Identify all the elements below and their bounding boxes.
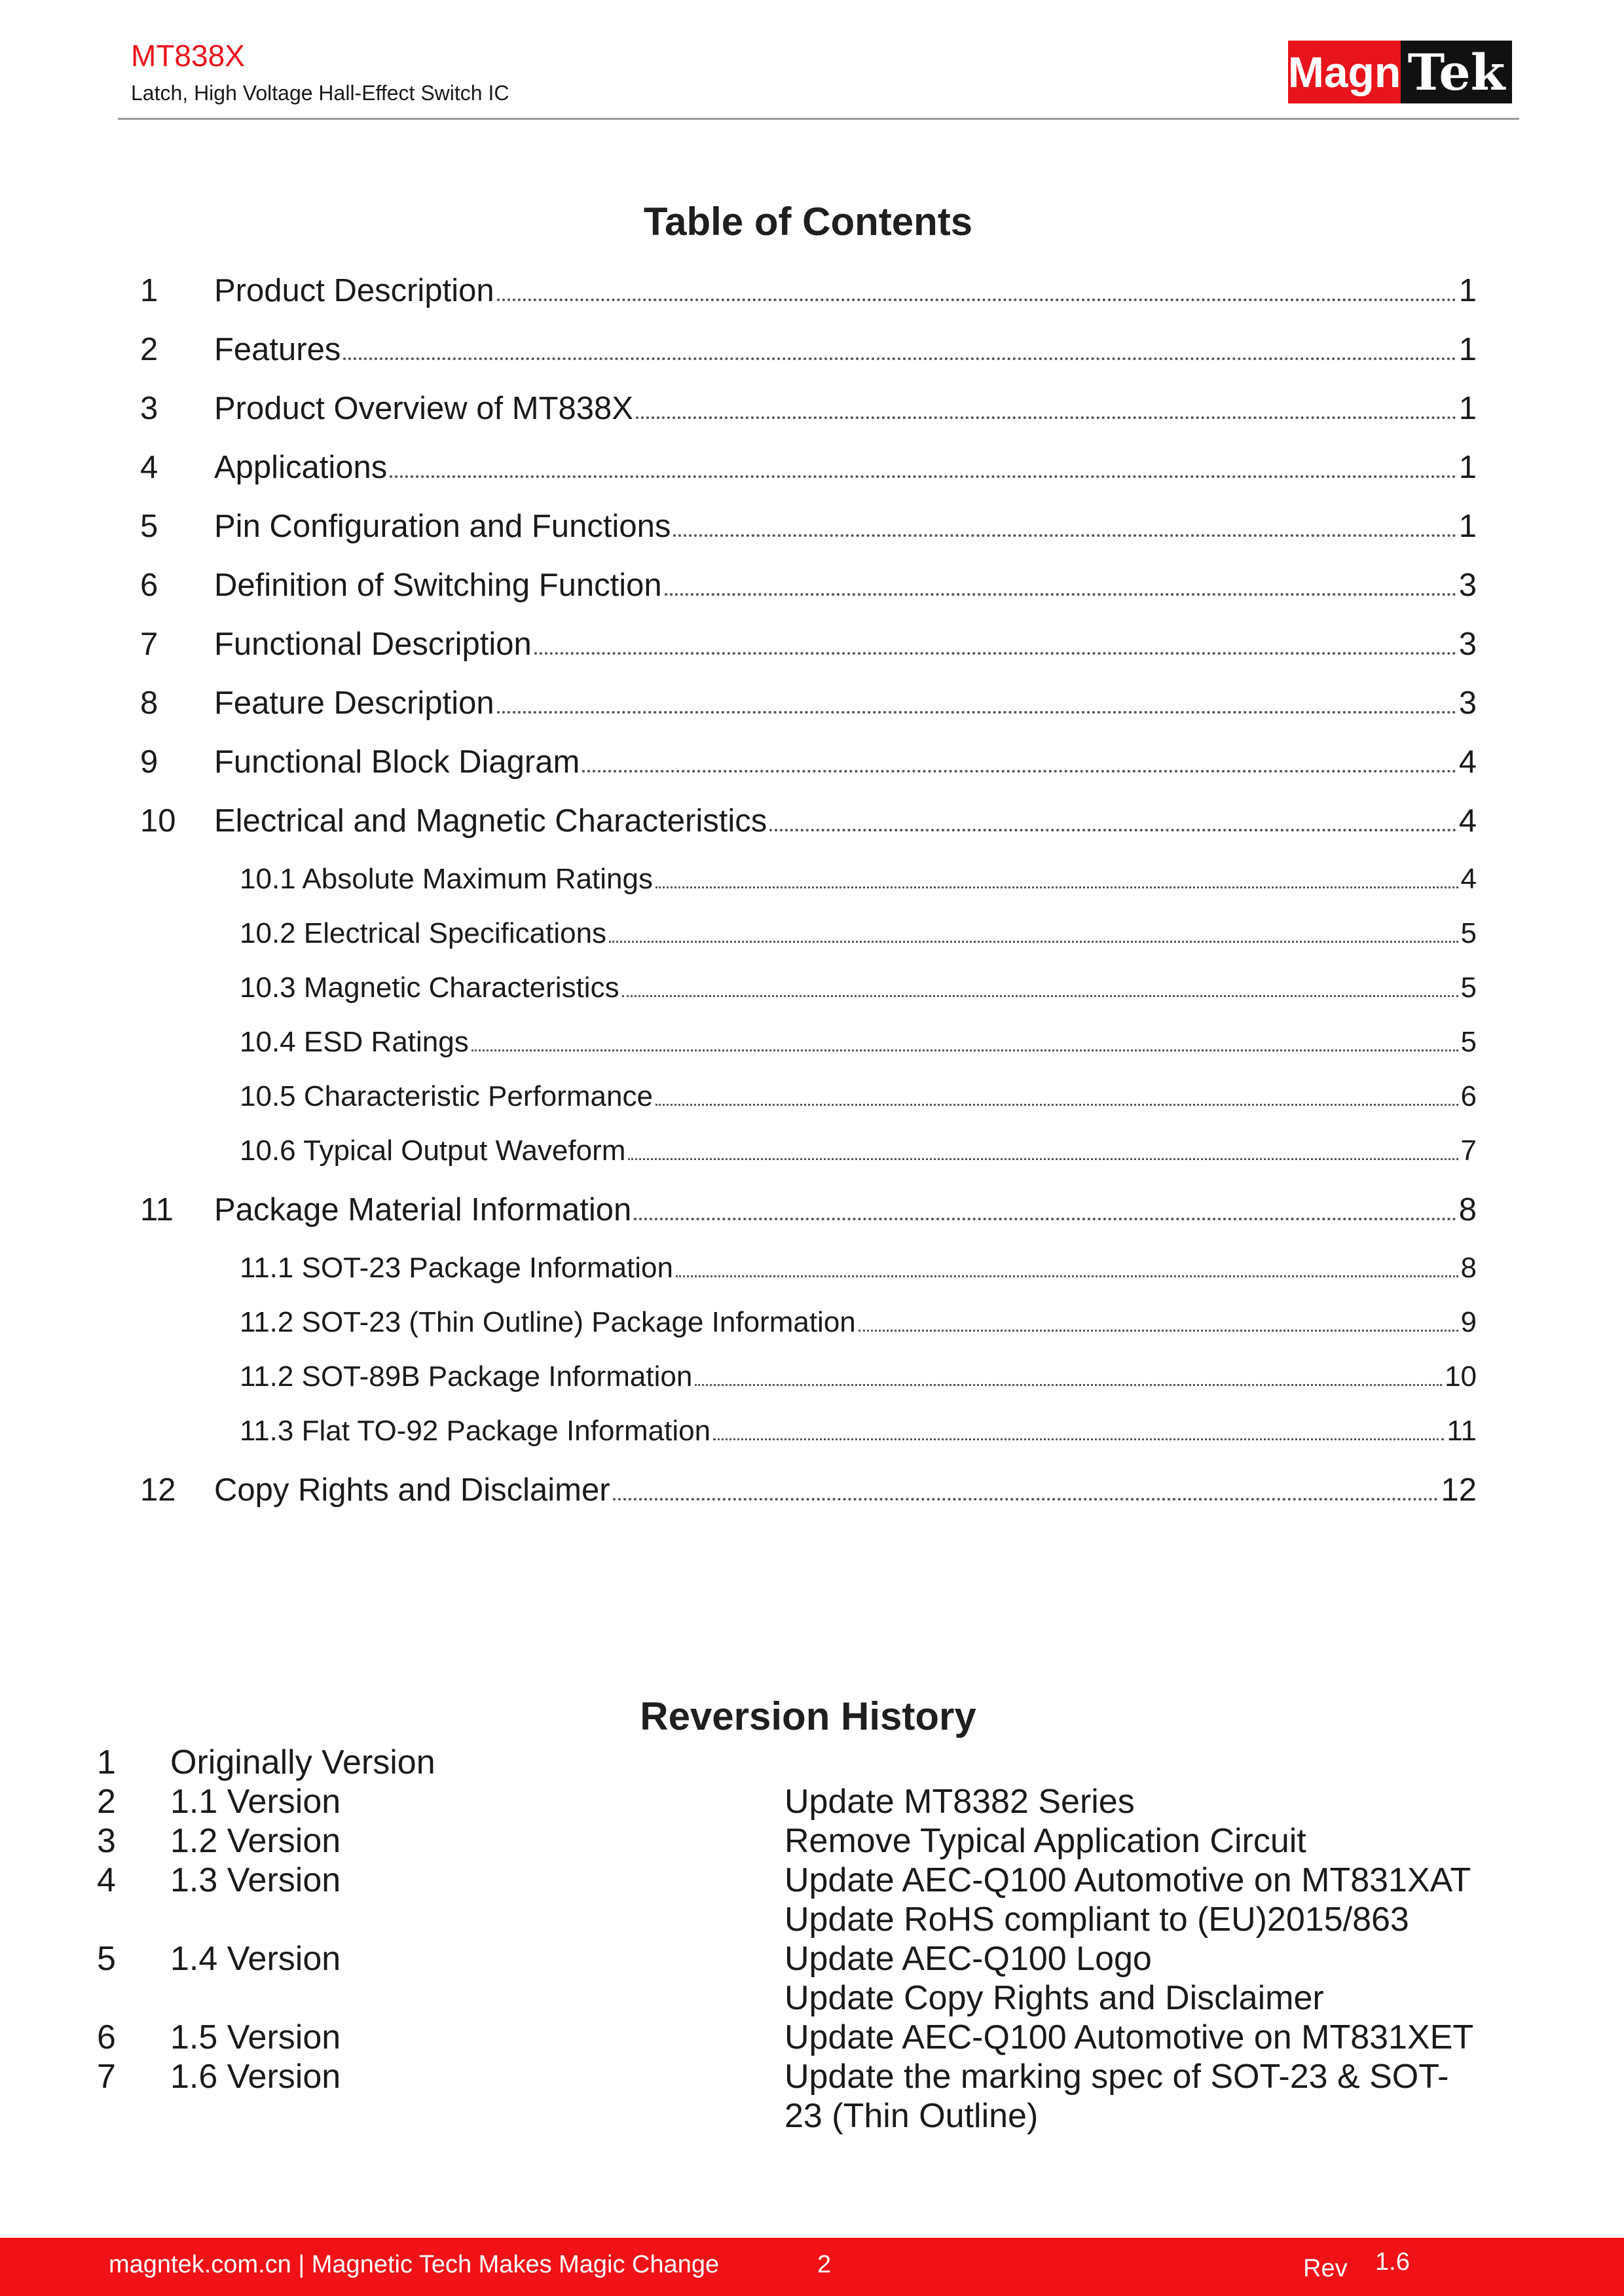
footer-rev-label: Rev: [1303, 2255, 1348, 2282]
revision-description: Update Copy Rights and Disclaimer: [784, 1979, 1324, 2017]
toc-dot-leader: [622, 987, 1458, 997]
revision-version: 1.4 Version: [170, 1940, 341, 1978]
toc-entry-number: 2: [140, 332, 158, 367]
toc-entry-title: Product Description: [214, 273, 494, 308]
toc-entry-title: Functional Block Diagram: [214, 744, 580, 780]
toc-subentry[interactable]: [240, 1351, 1477, 1393]
toc-entry[interactable]: [140, 381, 1477, 427]
toc-subentry[interactable]: [240, 854, 1477, 896]
footer-rev-value: 1.6: [1375, 2248, 1410, 2276]
toc-entry-title: Pin Configuration and Functions: [214, 509, 671, 544]
toc-entry[interactable]: [140, 322, 1477, 368]
revision-description: Update AEC-Q100 Automotive on MT831XET: [784, 2018, 1474, 2056]
footer-page-number: 2: [817, 2251, 832, 2278]
revision-row: [0, 2057, 1624, 2096]
revision-version: 1.5 Version: [170, 2018, 341, 2056]
toc-dot-leader: [390, 467, 1456, 478]
toc-entry-number: 12: [140, 1472, 176, 1508]
toc-dot-leader: [613, 1490, 1439, 1501]
toc-entry[interactable]: [140, 793, 1477, 839]
revision-number: 6: [97, 2018, 116, 2056]
toc-entry-page: 11: [1447, 1415, 1477, 1447]
document-title: MT838X: [131, 39, 245, 73]
revision-description: Update AEC-Q100 Logo: [784, 1940, 1152, 1978]
toc-dot-leader: [497, 291, 1456, 301]
toc-entry-title: 11.3 Flat TO-92 Package Information: [240, 1415, 711, 1447]
toc-entry-number: 7: [140, 627, 158, 662]
revision-history-heading: Reversion History: [640, 1694, 976, 1738]
toc-entry-page: 1: [1458, 391, 1477, 426]
toc-entry[interactable]: [140, 676, 1477, 721]
toc-entry-number: 11: [140, 1192, 174, 1228]
toc-entry[interactable]: [140, 735, 1477, 780]
toc-entry-title: 10.1 Absolute Maximum Ratings: [240, 863, 653, 895]
revision-version: 1.6 Version: [170, 2058, 341, 2096]
toc-dot-leader: [713, 1430, 1444, 1440]
toc-entry-page: 1: [1458, 273, 1477, 308]
toc-entry-number: 3: [140, 391, 158, 426]
toc-dot-leader: [673, 526, 1456, 537]
toc-entry-number: 9: [140, 744, 158, 780]
footer-bar: [0, 2238, 1624, 2296]
revision-row: [0, 1821, 1624, 1861]
toc-entry-page: 4: [1458, 803, 1477, 839]
toc-entry-page: 8: [1460, 1252, 1477, 1284]
toc-dot-leader: [655, 879, 1458, 888]
toc-entry[interactable]: [140, 1463, 1477, 1508]
magntek-logo: [1288, 41, 1512, 103]
toc-subentry[interactable]: [240, 1297, 1477, 1339]
footer-website-link[interactable]: magntek.com.cn | Magnetic Tech Makes Magic Change: [109, 2251, 720, 2278]
revision-row: [0, 1900, 1624, 1939]
logo-text-tek: Tek: [1401, 41, 1512, 103]
toc-entry-number: 1: [140, 273, 158, 308]
toc-entry-number: 5: [140, 509, 158, 544]
toc-entry[interactable]: [140, 558, 1477, 604]
toc-entry-number: 6: [140, 568, 158, 603]
toc-entry-page: 6: [1460, 1080, 1477, 1112]
toc-dot-leader: [636, 409, 1456, 419]
toc-entry-title: Product Overview of MT838X: [214, 391, 633, 426]
revision-number: 1: [97, 1743, 116, 1781]
toc-entry-page: 8: [1458, 1192, 1477, 1228]
toc-entry[interactable]: [140, 440, 1477, 486]
toc-entry-page: 3: [1458, 627, 1477, 662]
toc-dot-leader: [343, 350, 1456, 360]
toc-entry-page: 1: [1458, 450, 1477, 485]
toc-entry-page: 5: [1460, 917, 1477, 949]
toc-dot-leader: [769, 821, 1456, 831]
toc-dot-leader: [676, 1267, 1458, 1277]
revision-version: 1.1 Version: [170, 1783, 341, 1821]
toc-subentry[interactable]: [240, 1125, 1477, 1167]
revision-version: 1.2 Version: [170, 1822, 341, 1860]
toc-entry[interactable]: [140, 499, 1477, 545]
toc-entry-title: 10.4 ESD Ratings: [240, 1026, 469, 1058]
logo-text-magn: Magn: [1288, 41, 1401, 103]
revision-description: Update MT8382 Series: [784, 1783, 1135, 1821]
toc-subentry[interactable]: [240, 962, 1477, 1004]
toc-entry-title: Applications: [214, 450, 388, 485]
toc-entry-page: 10: [1445, 1360, 1477, 1393]
toc-entry[interactable]: [140, 263, 1477, 309]
revision-description: Remove Typical Application Circuit: [784, 1822, 1306, 1860]
toc-entry-title: Feature Description: [214, 685, 494, 721]
revision-description: Update the marking spec of SOT-23 & SOT-: [784, 2058, 1449, 2096]
toc-subentry[interactable]: [240, 1406, 1477, 1448]
revision-version: Originally Version: [170, 1743, 435, 1781]
toc-dot-leader: [471, 1042, 1458, 1051]
toc-subentry[interactable]: [240, 908, 1477, 950]
toc-entry-title: 11.1 SOT-23 Package Information: [240, 1252, 673, 1284]
toc-entry-title: 11.2 SOT-89B Package Information: [240, 1360, 693, 1393]
toc-dot-leader: [634, 1210, 1456, 1220]
toc-dot-leader: [858, 1322, 1458, 1332]
toc-entry-title: 11.2 SOT-23 (Thin Outline) Package Information: [240, 1306, 856, 1338]
toc-entry-title: Functional Description: [214, 627, 532, 662]
toc-dot-leader: [497, 703, 1456, 714]
toc-entry-title: 10.2 Electrical Specifications: [240, 917, 607, 949]
revision-row: [0, 1978, 1624, 2018]
toc-entry-title: Copy Rights and Disclaimer: [214, 1472, 610, 1508]
revision-number: 7: [97, 2058, 116, 2096]
toc-entry-number: 10: [140, 803, 176, 839]
revision-row: [0, 2096, 1624, 2136]
toc-entry-title: 10.5 Characteristic Performance: [240, 1080, 653, 1112]
revision-description: Update AEC-Q100 Automotive on MT831XAT: [784, 1861, 1471, 1899]
toc-entry-title: Definition of Switching Function: [214, 568, 662, 603]
toc-entry-page: 3: [1458, 568, 1477, 603]
revision-version: 1.3 Version: [170, 1861, 341, 1899]
toc-dot-leader: [655, 1096, 1458, 1106]
toc-dot-leader: [628, 1150, 1458, 1160]
toc-entry-page: 1: [1458, 332, 1477, 367]
document-subtitle: Latch, High Voltage Hall-Effect Switch IC: [131, 81, 509, 105]
revision-row: [0, 1782, 1624, 1821]
revision-row: [0, 2018, 1624, 2057]
toc-dot-leader: [695, 1376, 1442, 1386]
toc-entry-number: 4: [140, 450, 158, 485]
toc-entry-title: 10.6 Typical Output Waveform: [240, 1135, 626, 1167]
revision-row: [0, 1939, 1624, 1978]
toc-subentry[interactable]: [240, 1017, 1477, 1059]
toc-entry-title: Package Material Information: [214, 1192, 632, 1228]
revision-row: [0, 1743, 1624, 1782]
toc-heading: Table of Contents: [643, 200, 973, 244]
revision-number: 4: [97, 1861, 116, 1899]
toc-entry-page: 1: [1458, 509, 1477, 544]
toc-entry-page: 4: [1460, 863, 1477, 895]
revision-description: 23 (Thin Outline): [784, 2097, 1039, 2135]
toc-subentry[interactable]: [240, 1071, 1477, 1113]
toc-subentry[interactable]: [240, 1243, 1477, 1285]
toc-entry-title: Features: [214, 332, 341, 367]
toc-entry-number: 8: [140, 685, 158, 721]
revision-row: [0, 1861, 1624, 1900]
revision-number: 5: [97, 1940, 116, 1978]
toc-entry-title: Electrical and Magnetic Characteristics: [214, 803, 767, 839]
toc-dot-leader: [582, 762, 1456, 773]
toc-entry-page: 12: [1441, 1472, 1477, 1508]
toc-entry[interactable]: [140, 617, 1477, 663]
header-divider: [118, 118, 1519, 120]
toc-dot-leader: [609, 933, 1458, 943]
toc-entry-page: 9: [1460, 1306, 1477, 1338]
revision-number: 3: [97, 1822, 116, 1860]
toc-dot-leader: [534, 644, 1456, 655]
revision-number: 2: [97, 1783, 116, 1821]
toc-entry-title: 10.3 Magnetic Characteristics: [240, 972, 619, 1004]
toc-entry-page: 5: [1460, 972, 1477, 1004]
revision-description: Update RoHS compliant to (EU)2015/863: [784, 1901, 1409, 1939]
toc-entry-page: 7: [1460, 1135, 1477, 1167]
toc-entry-page: 5: [1460, 1026, 1477, 1058]
toc-entry-page: 4: [1458, 744, 1477, 780]
toc-entry-page: 3: [1458, 685, 1477, 721]
toc-entry[interactable]: [140, 1182, 1477, 1228]
toc-dot-leader: [665, 585, 1456, 596]
